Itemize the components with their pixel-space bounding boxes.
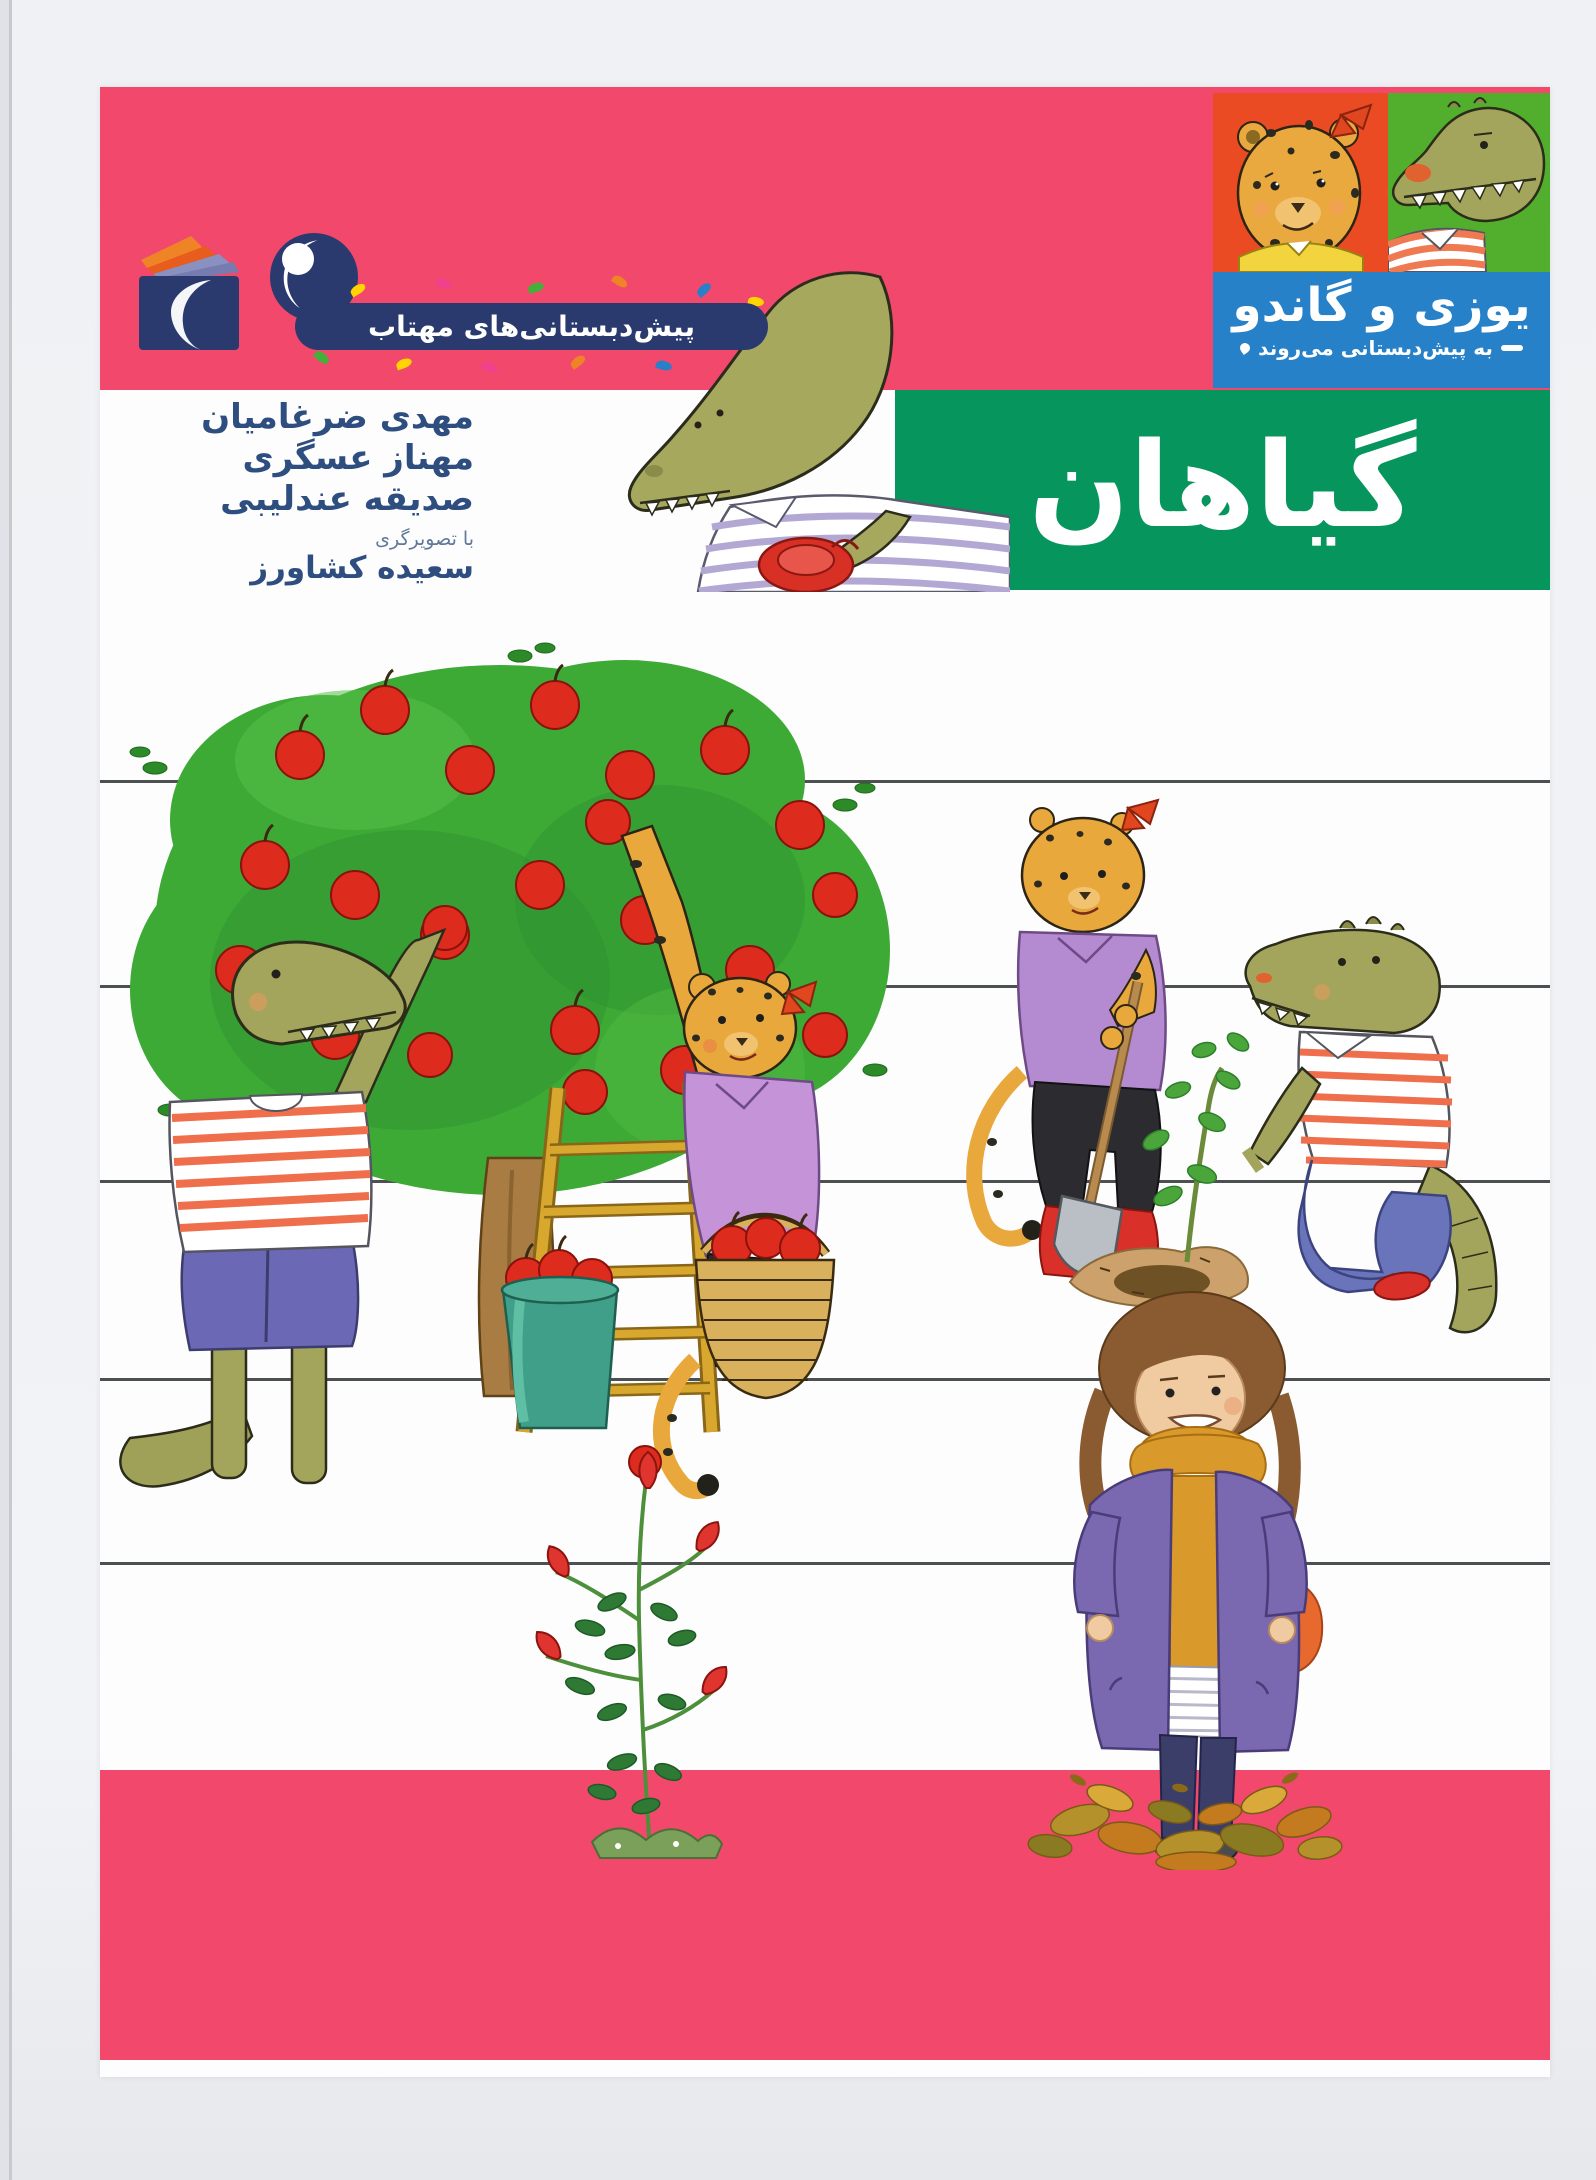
book-title: گیاهان <box>1028 416 1417 554</box>
author-name: صدیقه عندلیبی <box>220 479 474 519</box>
leopard-portrait-icon <box>1213 93 1388 272</box>
crocodile-portrait-icon <box>1388 93 1550 272</box>
series-title-band <box>1213 272 1550 388</box>
rose-bush-illustration <box>460 1450 740 1860</box>
page-edge-line <box>9 0 12 2180</box>
series-title: یوزی و گاندو <box>1232 278 1531 333</box>
apple-tree-illustration <box>100 640 900 1500</box>
series-badge <box>295 303 768 350</box>
series-subtitle: به پیش‌دبستانی می‌روند <box>1258 335 1493 360</box>
subtitle-dash-icon <box>1501 345 1523 351</box>
series-badge-label: پیش‌دبستانی‌های مهتاب <box>368 309 695 343</box>
crocodile-portrait-square <box>1388 93 1550 272</box>
book-cover <box>100 87 1550 2077</box>
apple-bucket <box>502 1236 618 1428</box>
illustrator-label: با تصویرگری <box>375 528 474 550</box>
illustrator-name: سعیده کشاورز <box>250 550 474 586</box>
author-name: مهدی ضرغامیان <box>201 397 474 437</box>
planting-illustration <box>950 780 1500 1340</box>
publisher-book-logo-icon <box>133 228 248 352</box>
leopard-digging <box>974 800 1165 1278</box>
crocodile-kneeling <box>1246 917 1497 1332</box>
girl-in-leaves-illustration <box>1020 1280 1350 1870</box>
author-name: مهناز عسگری <box>242 438 474 478</box>
subtitle-tick-icon <box>1238 341 1252 355</box>
authors-block <box>128 397 474 586</box>
leopard-portrait-square <box>1213 93 1388 272</box>
